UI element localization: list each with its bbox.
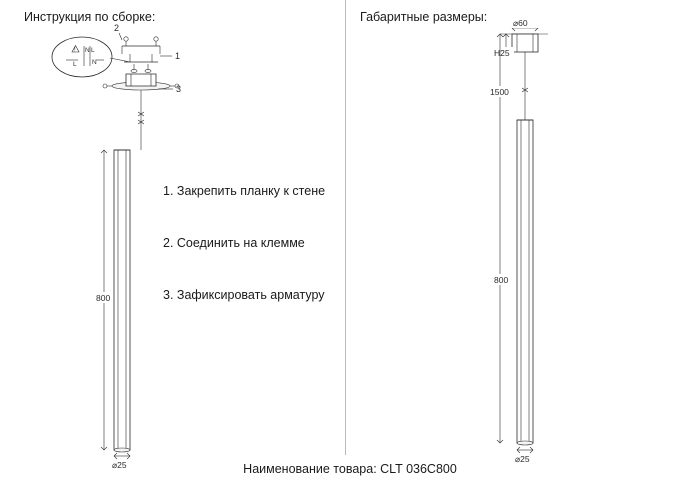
left-body-length-label: 800: [96, 293, 111, 303]
callout-1-label: 1: [175, 51, 181, 61]
assembly-step-3: 3. Зафиксировать арматуру: [163, 288, 325, 302]
svg-text:!: !: [74, 47, 76, 54]
svg-text:L: L: [73, 61, 77, 68]
assembly-detail-group: [52, 23, 181, 470]
canopy-diameter-label: ⌀60: [513, 18, 528, 28]
assembly-instructions-title: Инструкция по сборке:: [24, 10, 156, 24]
svg-text:L: L: [91, 47, 95, 54]
left-body-diameter-label: ⌀25: [112, 460, 127, 470]
svg-text:N: N: [92, 59, 97, 66]
canopy-height-label: H25: [494, 48, 510, 58]
callout-2-label: 2: [114, 23, 120, 33]
assembly-step-1: 1. Закрепить планку к стене: [163, 184, 326, 198]
assembly-step-2: 2. Соединить на клемме: [163, 236, 305, 250]
overall-dimensions-title: Габаритные размеры:: [360, 10, 488, 24]
suspension-length-label: 1500: [490, 87, 509, 97]
dimension-drawing-group: [488, 18, 548, 464]
svg-text:N: N: [85, 47, 90, 54]
body-diameter-label: ⌀25: [515, 454, 530, 464]
callout-3-label: 3: [176, 84, 182, 94]
assembly-steps-list: [163, 183, 338, 304]
body-length-label: 800: [494, 275, 509, 285]
product-name-label: Наименование товара: CLT 036C800: [243, 462, 457, 476]
